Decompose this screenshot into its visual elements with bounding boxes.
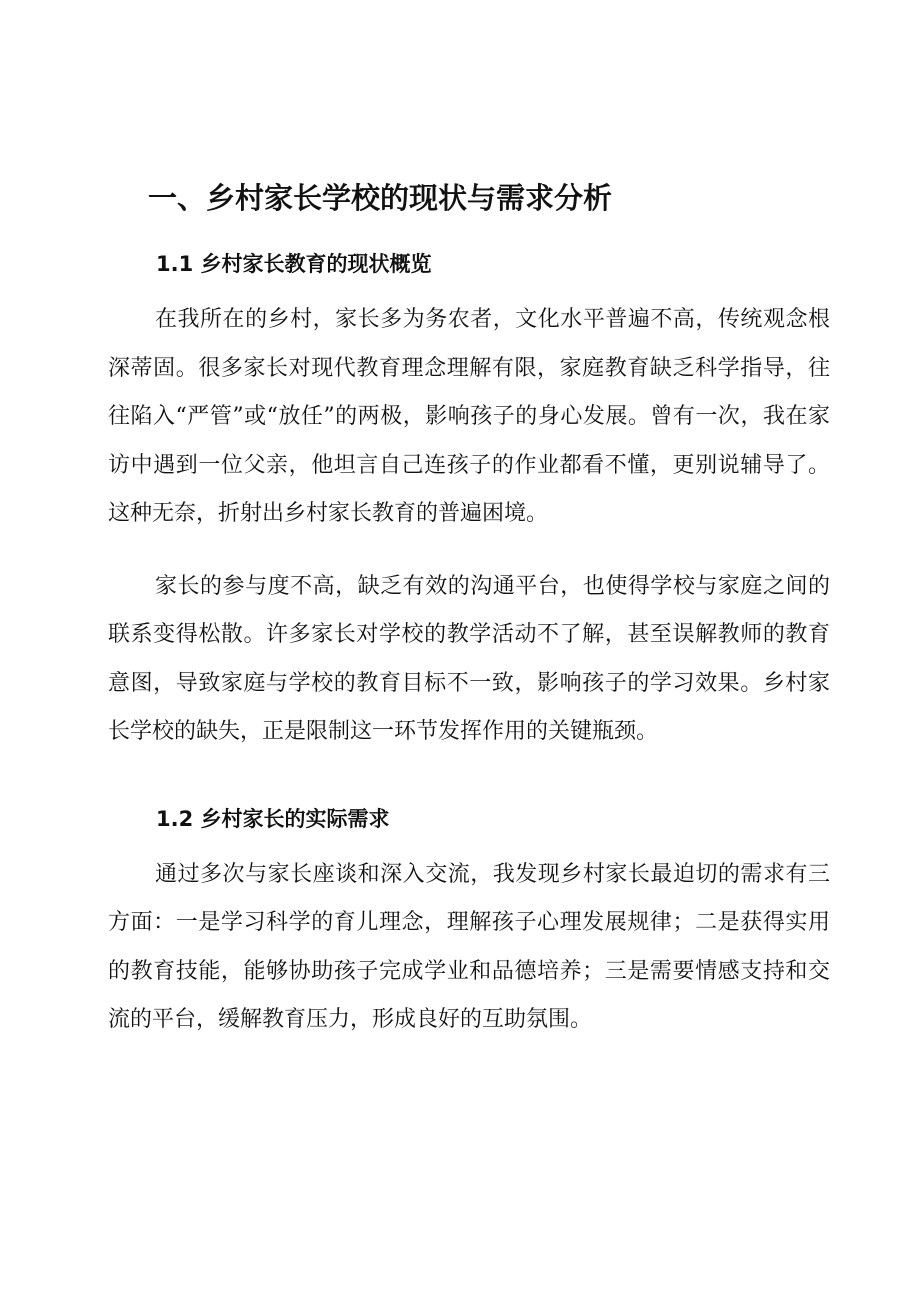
document-content xyxy=(108,170,830,1045)
section-heading-1-1: 1.1 乡村家长教育的现状概览 xyxy=(156,252,432,276)
chapter-title: 一、乡村家长学校的现状与需求分析 xyxy=(148,181,613,215)
section-1-1-paragraph-2: 家长的参与度不高，缺乏有效的沟通平台，也使得学校与家庭之间的联系变得松散。许多家长对学校的教学活动不了解，甚至误解教师的教育意图，导致家庭与学校的教育目标不一致，影响孩子的学习效果。乡村家长学校的缺失，正是限制这一环节发挥作用的关键瓶颈。 xyxy=(108,573,830,744)
section-1-1-paragraph-1: 在我所在的乡村，家长多为务农者，文化水平普遍不高，传统观念根深蒂固。很多家长对现代教育理念理解有限，家庭教育缺乏科学指导，往往陷入“严管”或“放任”的两极，影响孩子的身心发展。曾有一次，我在家访中遇到一位父亲，他坦言自己连孩子的作业都看不懂，更别说辅导了。这种无奈，折射出乡村家长教育的普遍困境。 xyxy=(108,307,830,526)
section-heading-1-2: 1.2 乡村家长的实际需求 xyxy=(156,806,390,831)
section-1-2-paragraph-1: 通过多次与家长座谈和深入交流，我发现乡村家长最迫切的需求有三方面：一是学习科学的育儿理念，理解孩子心理发展规律；二是获得实用的教育技能，能够协助孩子完成学业和品德培养；三是需要情感支持和交流的平台，缓解教育压力，形成良好的互助氛围。 xyxy=(108,861,830,1032)
